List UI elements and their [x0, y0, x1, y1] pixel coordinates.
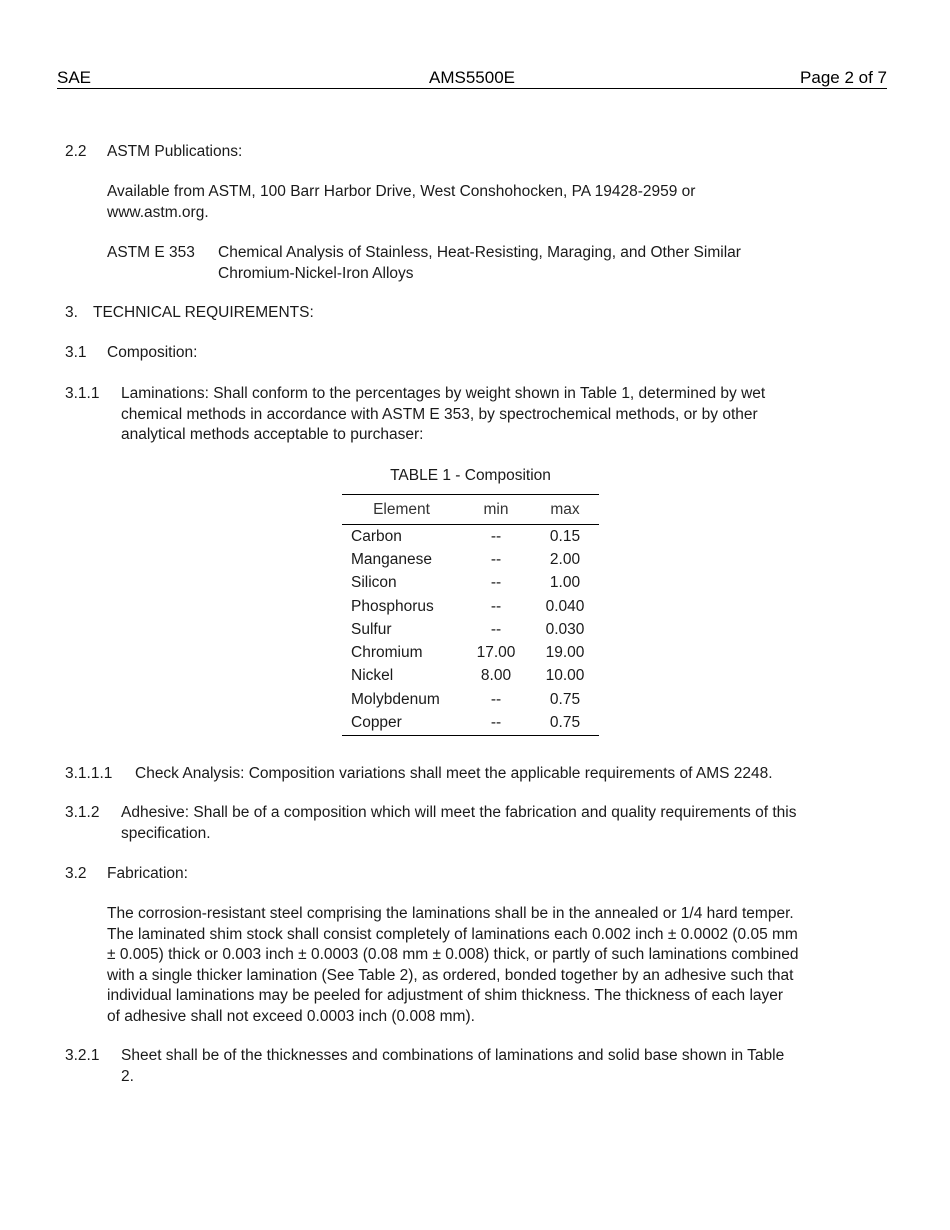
section-3-number: 3. [65, 304, 78, 321]
table-row [342, 572, 599, 595]
table-row [342, 641, 599, 664]
table-1-caption: TABLE 1 - Composition [390, 467, 551, 484]
element-cell: Molybdenum [351, 690, 440, 708]
max-cell: 0.030 [545, 620, 585, 638]
section-3-title: TECHNICAL REQUIREMENTS: [93, 304, 314, 321]
section-3-1-number: 3.1 [65, 344, 87, 361]
fabrication-line4: with a single thicker lamination (See Table 2), as ordered, bonded together by an adhesive such that [107, 966, 794, 984]
fabrication-line2: The laminated shim stock shall consist completely of laminations each 0.002 inch ± 0.0002 (0.05 mm [107, 925, 798, 943]
table-row [342, 618, 599, 641]
fabrication-line1: The corrosion-resistant steel comprising the laminations shall be in the annealed or 1/4 hard temper. [107, 905, 794, 922]
astm-ref-title-line2: Chromium-Nickel-Iron Alloys [218, 264, 414, 282]
element-cell: Chromium [351, 644, 423, 662]
element-cell: Sulfur [351, 620, 392, 638]
section-3-2-1-line2: 2. [121, 1067, 134, 1085]
section-3-2-1-line1: Sheet shall be of the thicknesses and combinations of laminations and solid base shown in Table [121, 1047, 785, 1064]
section-3-1-1-line1: Laminations: Shall conform to the percentages by weight shown in Table 1, determined by wet [121, 385, 766, 402]
min-cell: 17.00 [476, 644, 516, 662]
table-row [342, 525, 599, 549]
section-3-1-1-1-text: Check Analysis: Composition variations shall meet the applicable requirements of AMS 2248. [135, 765, 773, 782]
fabrication-line5: individual laminations may be peeled for adjustment of shim thickness. The thickness of each layer [107, 987, 784, 1004]
min-cell: -- [461, 711, 531, 735]
element-cell: Carbon [351, 527, 402, 545]
section-3-2-1-text [121, 1046, 784, 1087]
header-org: SAE [57, 68, 92, 87]
section-3-1-1-line3: analytical methods acceptable to purchaser: [121, 426, 424, 443]
astm-availability-line2: www.astm.org. [107, 203, 209, 221]
table-row [342, 688, 599, 711]
max-cell: 0.15 [549, 527, 581, 545]
astm-availability-line1: Available from ASTM, 100 Barr Harbor Drive, West Conshohocken, PA 19428-2959 or [107, 183, 696, 200]
max-cell: 2.00 [549, 550, 581, 568]
element-cell: Manganese [351, 550, 433, 568]
min-cell: -- [490, 527, 502, 545]
max-cell: 0.75 [549, 690, 581, 708]
fabrication-line6: of adhesive shall not exceed 0.0003 inch (0.008 mm). [107, 1007, 475, 1025]
min-cell: -- [490, 690, 502, 708]
header-min: min [461, 495, 531, 525]
table-row [342, 595, 599, 618]
section-3-1-2-line2: specification. [121, 824, 211, 842]
astm-ref-title-line1: Chemical Analysis of Stainless, Heat-Resisting, Maraging, and Other Similar [218, 244, 741, 261]
fabrication-line3: ± 0.005) thick or 0.003 inch ± 0.0003 (0.08 mm ± 0.008) thick, or partly of such laminations combined [107, 946, 799, 963]
section-3-2-title: Fabrication: [107, 865, 188, 882]
astm-ref-code: ASTM E 353 [107, 244, 195, 261]
max-cell: 0.040 [545, 597, 585, 615]
min-cell: -- [490, 574, 502, 592]
min-cell: 8.00 [480, 667, 512, 685]
section-3-1-1-number: 3.1.1 [65, 385, 100, 402]
element-cell: Nickel [351, 667, 394, 685]
section-3-1-1-line2: chemical methods in accordance with ASTM E 353, by spectrochemical methods, or by other [121, 405, 758, 423]
composition-table [342, 494, 599, 736]
max-cell: 0.75 [531, 711, 599, 735]
section-3-1-2-text [121, 803, 796, 844]
fabrication-paragraph [107, 904, 799, 1027]
max-cell: 10.00 [545, 667, 585, 685]
page-header [57, 68, 887, 89]
element-cell: Phosphorus [351, 597, 434, 615]
element-cell: Silicon [351, 574, 397, 592]
astm-availability [107, 182, 695, 223]
section-3-2-number: 3.2 [65, 865, 87, 882]
max-cell: 1.00 [549, 574, 581, 592]
min-cell: -- [490, 550, 502, 568]
section-3-1-2-line1: Adhesive: Shall be of a composition which will meet the fabrication and quality requirements of this [121, 804, 797, 821]
element-cell: Copper [342, 711, 461, 735]
section-2-2-title: ASTM Publications: [107, 143, 243, 160]
max-cell: 19.00 [545, 644, 585, 662]
table-row [342, 665, 599, 688]
table-row [342, 548, 599, 571]
section-2-2-number: 2.2 [65, 143, 87, 160]
min-cell: -- [490, 597, 502, 615]
header-max: max [531, 495, 599, 525]
section-3-2-1-number: 3.2.1 [65, 1047, 100, 1064]
section-3-1-1-text [121, 384, 765, 446]
header-page-number: Page 2 of 7 [800, 68, 887, 87]
section-3-1-title: Composition: [107, 344, 198, 361]
astm-ref-title [218, 243, 741, 284]
table-row [342, 711, 599, 735]
header-doc-number: AMS5500E [429, 68, 515, 87]
header-element: Element [342, 495, 461, 525]
section-3-1-2-number: 3.1.2 [65, 804, 100, 821]
table-header-row [342, 495, 599, 525]
min-cell: -- [490, 620, 502, 638]
section-3-1-1-1-number: 3.1.1.1 [65, 765, 113, 782]
